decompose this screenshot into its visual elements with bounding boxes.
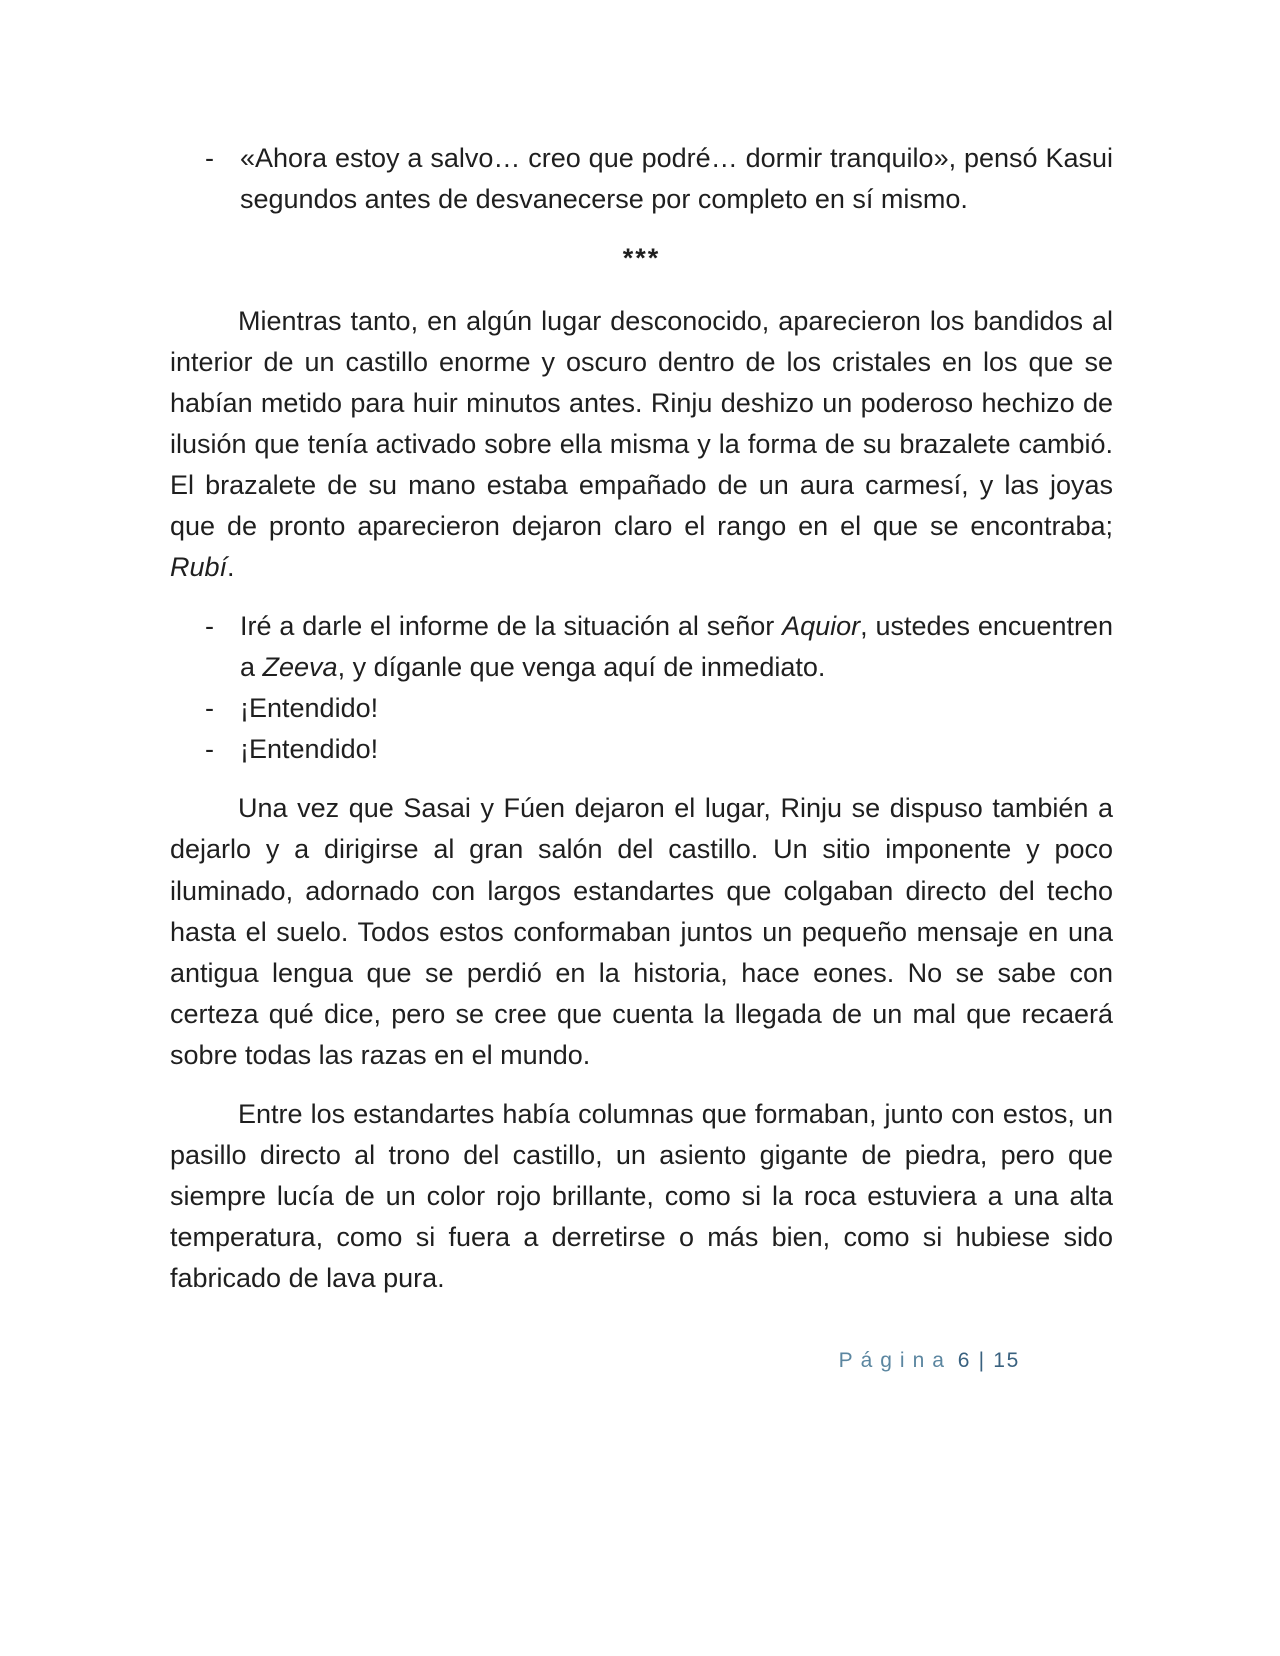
document-body — [170, 138, 1113, 1377]
scene-separator: *** — [622, 243, 661, 274]
thought-list — [170, 138, 1113, 220]
rank-name-italic: Rubí — [170, 552, 228, 583]
thought-text: «Ahora estoy a salvo… creo que podré… dormir tranquilo», pensó Kasui segundos antes de desvanecerse por completo en sí mismo. — [240, 143, 1113, 215]
dialogue-segment: , y díganle que venga aquí de inmediato. — [337, 652, 826, 683]
paragraph-castle — [170, 301, 1113, 588]
dialogue-text-3: ¡Entendido! — [240, 734, 379, 765]
dialogue-segment: , ustedes encuentren a — [240, 611, 1113, 683]
dash-marker: - — [205, 693, 214, 724]
footer-page-number: 6 | 15 — [957, 1348, 1020, 1372]
page-footer — [170, 1345, 1113, 1377]
character-name-zeeva: Zeeva — [262, 652, 338, 683]
list-item-dialogue-3 — [205, 729, 1113, 770]
dialogue-list — [170, 606, 1113, 770]
dash-marker: - — [205, 734, 214, 765]
dash-marker: - — [205, 143, 214, 173]
paragraph-hall: Una vez que Sasai y Fúen dejaron el lugar, Rinju se dispuso también a dejarlo y a dirigirse al gran salón del castillo. Un sitio imponente y poco iluminado, adornado con largos estandartes que colgaban directo del techo hasta el suelo. Todos estos conformaban juntos un pequeño mensaje en una antigua lengua que se perdió en la historia, hace eones. No se sabe con certeza qué dice, pero se cree que cuenta la llegada de un mal que recaerá sobre todas las razas en el mundo. — [170, 793, 1113, 1070]
list-item-dialogue-2 — [205, 688, 1113, 729]
list-item-thought — [205, 138, 1113, 220]
dash-marker: - — [205, 611, 214, 642]
footer-page-label: Página — [838, 1348, 952, 1372]
paragraph-throne: Entre los estandartes había columnas que formaban, junto con estos, un pasillo directo al trono del castillo, un asiento gigante de piedra, pero que siempre lucía de un color rojo brillante, como si la roca estuviera a una alta temperatura, como si fuera a derretirse o más bien, como si hubiese sido fabricado de lava pura. — [170, 1098, 1113, 1293]
paragraph-text-end: . — [227, 552, 235, 583]
character-name-aquior: Aquior — [782, 611, 861, 642]
dialogue-text-2: ¡Entendido! — [240, 693, 379, 724]
dialogue-segment: Iré a darle el informe de la situación al señor — [240, 611, 783, 642]
dialogue-text-1 — [240, 606, 1113, 688]
paragraph-text: Mientras tanto, en algún lugar desconocido, aparecieron los bandidos al interior de un castillo enorme y oscuro dentro de los cristales en los que se habían metido para huir minutos antes. Rinju deshizo un poderoso hechizo de ilusión que tenía activado sobre ella misma y la forma de su brazalete cambió. El brazalete de su mano estaba empañado de un aura carmesí, y las joyas que de pronto aparecieron dejaron claro el rango en el que se encontraba; — [170, 306, 1113, 542]
list-item-dialogue-1 — [205, 606, 1113, 688]
